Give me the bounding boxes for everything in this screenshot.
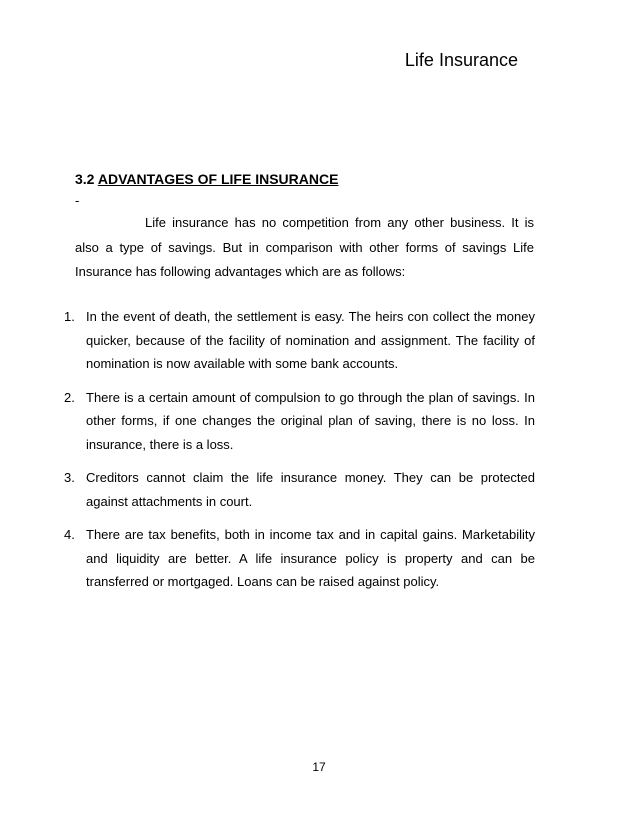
list-item xyxy=(64,523,535,594)
section-heading xyxy=(75,171,338,187)
list-item-text: In the event of death, the settlement is easy. The heirs con collect the money quicker, because of the facility of nomination and assignment. The facility of nomination is now available with some bank accounts. xyxy=(86,309,535,371)
list-item-text: Creditors cannot claim the life insurance money. They can be protected against attachments in court. xyxy=(86,470,535,509)
section-title: ADVANTAGES OF LIFE INSURANCE xyxy=(97,171,339,187)
section-number: 3.2 xyxy=(75,171,95,187)
dash-mark: - xyxy=(75,193,80,208)
list-item-number: 2. xyxy=(64,389,75,405)
list-item-number: 3. xyxy=(64,470,75,485)
page-number: 17 xyxy=(312,760,326,774)
intro-text: Life insurance has no competition from any other business. It is also a type of savings. But in comparison with other forms of savings Life Insurance has following advantages which are as follows: xyxy=(75,215,534,279)
advantages-list xyxy=(64,305,535,604)
list-item xyxy=(64,466,535,513)
list-item-number: 4. xyxy=(64,527,75,542)
list-item-number: 1. xyxy=(64,309,75,324)
running-header: Life Insurance xyxy=(404,50,518,70)
intro-paragraph xyxy=(75,211,534,285)
list-item xyxy=(64,305,535,376)
list-item-text: There are tax benefits, both in income tax and in capital gains. Marketability and liquidity are better. A life insurance policy is property and can be transferred or mortgaged. Loans can be raised against policy. xyxy=(86,527,535,589)
list-item-text: There is a certain amount of compulsion to go through the plan of savings. In other forms, if one changes the original plan of saving, there is no loss. In insurance, there is a loss. xyxy=(86,389,535,452)
list-item xyxy=(64,386,535,457)
